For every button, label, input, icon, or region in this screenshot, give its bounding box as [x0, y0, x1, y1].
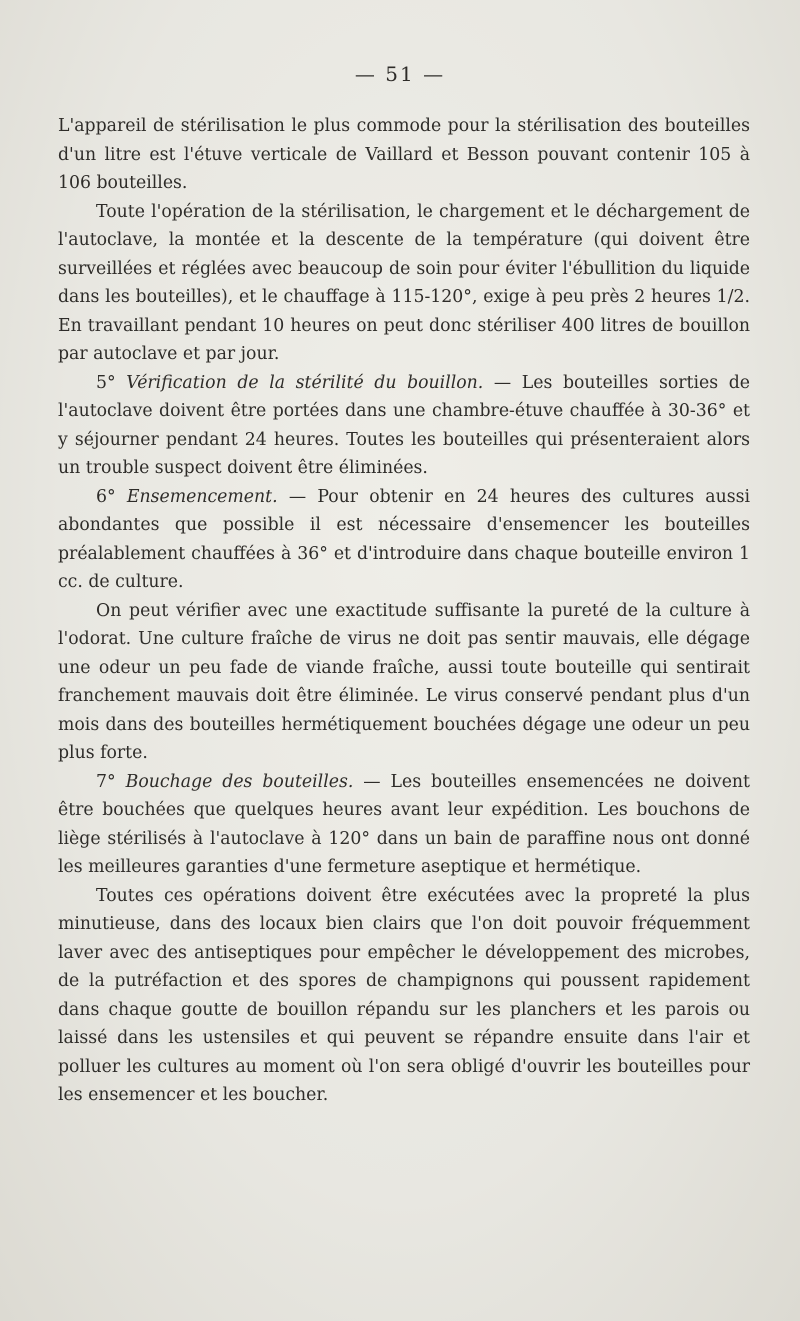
body-text	[58, 112, 750, 1110]
paragraph-operation-duration	[58, 198, 750, 369]
section-heading: Vérification de la stérilité du bouillon.	[126, 372, 484, 393]
paragraph-text: On peut vérifier avec une exactitude suffisante la pureté de la culture à l'odorat. Une culture fraîche de virus ne doit pas sentir mauvais, elle dégage une odeur un peu fade de viande fraîche, aussi toute bouteille qui sentirait franchement mauvais doit être éliminée. Le virus conservé pendant plus d'un mois dans des bouteilles hermétiquement bouchées dégage une odeur un peu plus forte.	[58, 600, 750, 763]
paragraph-purity-check	[58, 597, 750, 768]
section-number: 5°	[96, 372, 116, 393]
section-heading: Bouchage des bouteilles.	[125, 771, 354, 792]
section-number: 6°	[96, 486, 116, 507]
section-5-verification	[58, 369, 750, 483]
paragraph-text: — Les bouteilles ensemencées ne doivent être bouchées que quelques heures avant leur expédition. Les bouchons de liège stérilisés à l'autoclave à 120° dans un bain de paraffine nous ont donné les meilleures garanties d'une fermeture aseptique et hermétique.	[58, 771, 750, 877]
section-heading: Ensemencement.	[126, 486, 278, 507]
paragraph-cleanliness	[58, 882, 750, 1110]
section-number: 7°	[96, 771, 116, 792]
section-6-ensemencement	[58, 483, 750, 597]
paragraph-text: Toute l'opération de la stérilisation, le chargement et le déchargement de l'autoclave, la montée et la descente de la température (qui doivent être surveillées et réglées avec beaucoup de soin pour éviter l'ébullition du liquide dans les bouteilles), et le chauffage à 115-120°, exige à peu près 2 heures 1/2. En travaillant pendant 10 heures on peut donc stériliser 400 litres de bouillon par autoclave et par jour.	[58, 201, 750, 364]
paragraph-text: — Pour obtenir en 24 heures des cultures aussi abondantes que possible il est nécessaire d'ensemencer les bouteilles préalablement chauffées à 36° et d'introduire dans chaque bouteille environ 1 cc. de culture.	[58, 486, 750, 592]
paragraph-sterilization-apparatus	[58, 112, 750, 198]
paragraph-text: L'appareil de stérilisation le plus commode pour la stérilisation des bouteilles d'un litre est l'étuve verticale de Vaillard et Besson pouvant contenir 105 à 106 bouteilles.	[58, 116, 750, 193]
paragraph-text: — Les bouteilles sorties de l'autoclave doivent être portées dans une chambre-étuve chauffée à 30-36° et y séjourner pendant 24 heures. Toutes les bouteilles qui présenteraient alors un trouble suspect doivent être éliminées.	[58, 372, 750, 478]
paragraph-text: Toutes ces opérations doivent être exécutées avec la propreté la plus minutieuse, dans des locaux bien clairs que l'on doit pouvoir fréquemment laver avec des antiseptiques pour empêcher le développement des microbes, de la putréfaction et des spores de champignons qui poussent rapidement dans chaque goutte de bouillon répandu sur les planchers et les parois ou laissé dans les ustensiles et qui peuvent se répandre ensuite dans l'air et polluer les cultures au moment où l'on sera obligé d'ouvrir les bouteilles pour les ensemencer et les boucher.	[58, 885, 750, 1105]
section-7-bouchage	[58, 768, 750, 882]
page-number: — 51 —	[354, 62, 446, 86]
